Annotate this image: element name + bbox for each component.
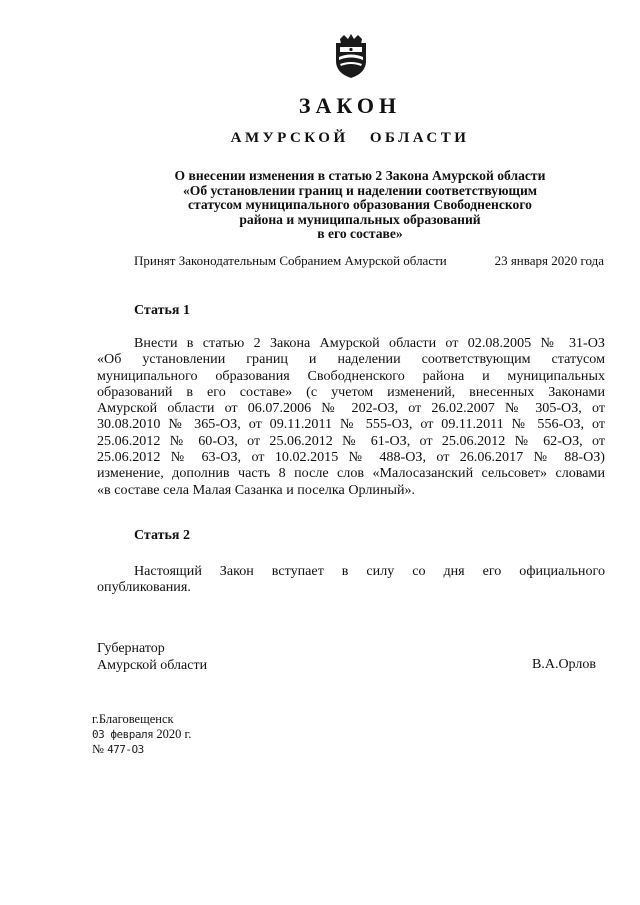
paragraph-line: муниципального образования Свободненского района и муниципальных [97, 367, 605, 384]
adopted-date: 23 января 2020 года [494, 253, 604, 268]
subject-line: «Об установлении границ и наделении соответствующим [182, 182, 538, 198]
paragraph-line: 25.06.2012 № 63-ОЗ, от 10.02.2015 № 488-ОЗ, от 26.06.2017 № 88-ОЗ) [97, 449, 605, 466]
position-line: Губернатор [97, 641, 165, 656]
signatory-name: В.А.Орлов [532, 657, 596, 672]
article-1-heading: Статья 1 [134, 303, 190, 318]
number-sign: № [92, 742, 104, 756]
subject-line: района и муниципальных образований [239, 211, 481, 227]
handwritten-number: 477-ОЗ [107, 743, 144, 756]
signing-year: 2020 г. [156, 727, 192, 741]
paragraph-line: Внести в статью 2 Закона Амурской области от 02.08.2005 № 31-ОЗ [134, 335, 605, 351]
paragraph-line: образований в его составе» (с учетом изменений, внесенных Законами [97, 383, 605, 400]
document-region: АМУРСКОЙ ОБЛАСТИ [230, 130, 470, 146]
position-line: Амурской области [97, 658, 208, 673]
paragraph-line: «в составе села Малая Сазанка и поселка Орлиный». [97, 481, 416, 498]
law-number [92, 742, 144, 757]
law-subject [120, 169, 600, 242]
paragraph-line: Настоящий Закон вступает в силу со дня его официального [134, 563, 605, 579]
article-2-text [97, 563, 605, 596]
paragraph-line: изменение, дополнив часть 8 после слов «Малосазанский сельсовет» словами [97, 465, 605, 482]
signatory-position [97, 640, 207, 674]
paragraph-line: Амурской области от 06.07.2006 № 202-ОЗ, от 26.02.2007 № 305-ОЗ, от [97, 400, 605, 417]
adopted-by: Принят Законодательным Собранием Амурской области [134, 253, 447, 268]
signing-date [92, 727, 191, 742]
paragraph-line: 30.08.2010 № 365-ОЗ, от 09.11.2011 № 555-ОЗ, от 09.11.2011 № 556-ОЗ, от [97, 416, 605, 433]
coat-of-arms-icon [328, 33, 374, 79]
handwritten-date: 03 февраля [92, 728, 154, 741]
subject-line: в его составе» [317, 226, 403, 242]
article-1-text [97, 335, 605, 498]
subject-line: статусом муниципального образования Свободненского [188, 197, 532, 213]
article-2-heading: Статья 2 [134, 528, 190, 543]
signing-city: г.Благовещенск [92, 712, 174, 726]
adoption-line [134, 253, 604, 269]
subject-line: О внесении изменения в статью 2 Закона Амурской области [174, 168, 546, 183]
paragraph-line: опубликования. [97, 579, 191, 596]
document-title: ЗАКОН [298, 93, 402, 118]
paragraph-line: «Об установлении границ и наделении соответствующим статусом [97, 351, 605, 368]
paragraph-line: 25.06.2012 № 60-ОЗ, от 25.06.2012 № 61-ОЗ, от 25.06.2012 № 62-ОЗ, от [97, 432, 605, 449]
